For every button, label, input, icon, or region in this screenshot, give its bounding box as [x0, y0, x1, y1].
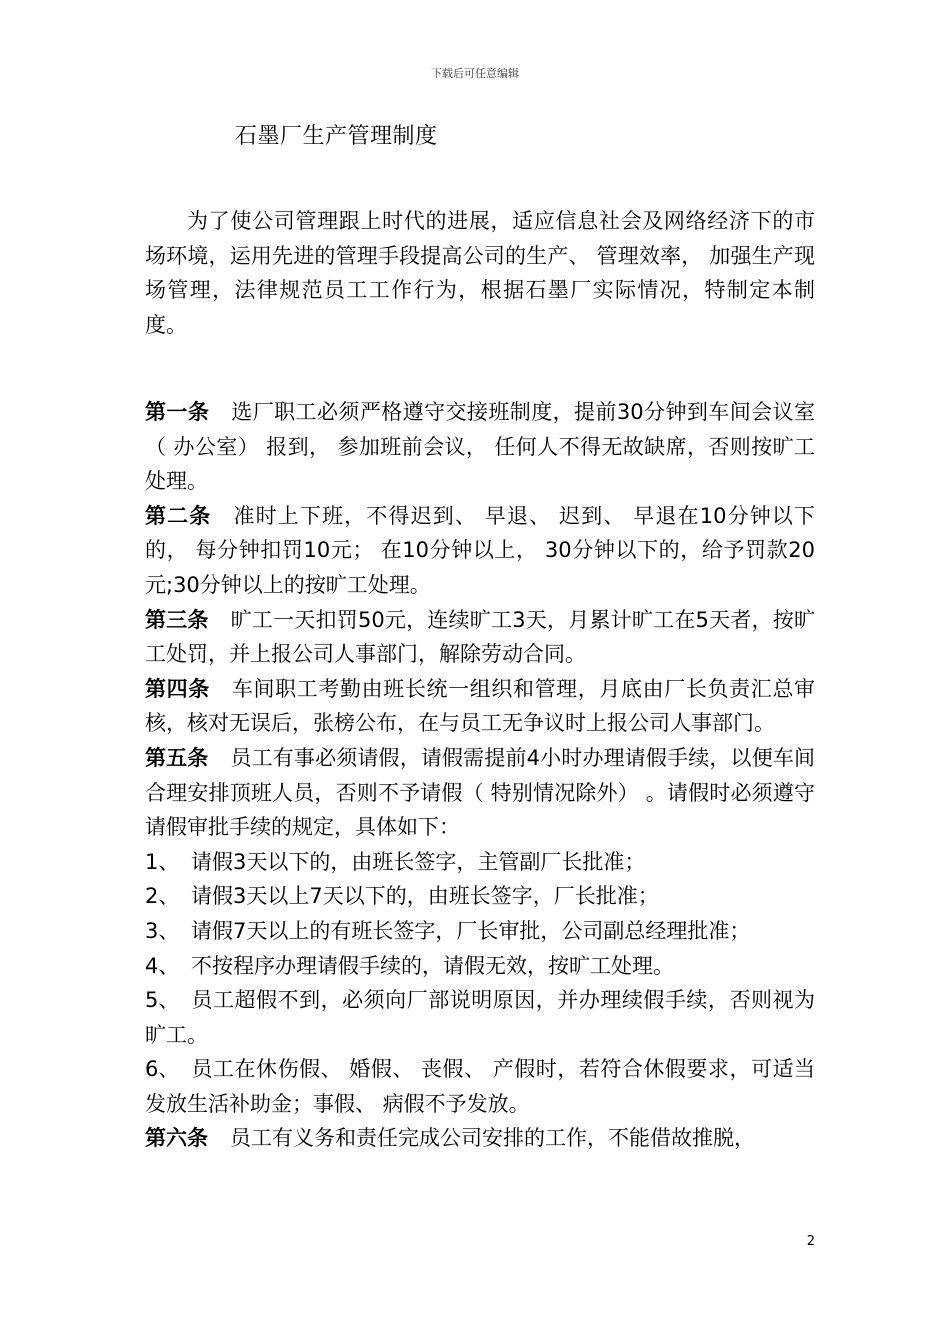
- article-text: 选厂职工必须严格遵守交接班制度，提前30分钟到车间会议室（ 办公室） 报到， 参加班前会议， 任何人不得无故缺席，否则按旷工处理。: [145, 400, 815, 494]
- article-heading: 第五条: [145, 745, 209, 770]
- list-item-text: 请假7天以上的有班长签字，厂长审批，公司副总经理批准；: [191, 918, 751, 943]
- list-item-text: 员工超假不到，必须向厂部说明原因，并办理续假手续，否则视为旷工。: [145, 988, 815, 1047]
- list-item-number: 4、: [145, 953, 180, 978]
- article-3: [145, 603, 815, 672]
- list-item: [145, 983, 815, 1052]
- header-note: 下载后可任意编辑: [431, 67, 519, 80]
- list-item-text: 员工在休伤假、 婚假、 丧假、 产假时，若符合休假要求，可适当发放生活补助金；事假、 病假不予发放。: [145, 1057, 815, 1116]
- article-heading: 第三条: [145, 607, 209, 632]
- article-text: 车间职工考勤由班长统一组织和管理，月底由厂长负责汇总审核，核对无误后，张榜公布，在与员工无争议时上报公司人事部门。: [145, 676, 816, 736]
- list-item-text: 请假3天以下的，由班长签字，主管副厂长批准；: [191, 849, 646, 874]
- list-item: [145, 1052, 815, 1121]
- article-heading: 第六条: [145, 1126, 208, 1151]
- list-item: [145, 949, 815, 984]
- articles-section: [145, 395, 815, 1156]
- page-number: 2: [806, 1234, 815, 1249]
- article-text: 员工有义务和责任完成公司安排的工作，不能借故推脱，: [230, 1126, 755, 1151]
- article-heading: 第二条: [145, 503, 212, 528]
- list-item-number: 2、: [145, 884, 180, 909]
- article-1: [145, 395, 815, 499]
- list-item-text: 请假3天以上7天以下的，由班长签字，厂长批准；: [191, 884, 659, 909]
- intro-paragraph: 为了使公司管理跟上时代的进展，适应信息社会及网络经济下的市场环境，运用先进的管理手段提高公司的生产、 管理效率， 加强生产现场管理，法律规范员工工作行为，根据石墨厂实际情况，特制定本制度。: [145, 209, 815, 337]
- list-item-number: 1、: [145, 849, 180, 874]
- article-text: 旷工一天扣罚50元，连续旷工3天，月累计旷工在5天者，按旷工处罚，并上报公司人事部门，解除劳动合同。: [145, 607, 815, 667]
- list-item-number: 6、: [145, 1057, 180, 1082]
- article-heading: 第四条: [145, 676, 210, 701]
- article-2: [145, 499, 815, 603]
- article-6: [145, 1121, 815, 1156]
- leave-rules-list: [145, 845, 815, 1122]
- article-text: 准时上下班，不得迟到、 早退、 迟到、 早退在10分钟以下的， 每分钟扣罚10元； 在10分钟以上， 30分钟以下的，给予罚款20元;30分钟以上的按旷工处理。: [145, 503, 816, 597]
- article-5: [145, 741, 815, 845]
- list-item-number: 5、: [145, 988, 180, 1013]
- list-item-text: 不按程序办理请假手续的，请假无效，按旷工处理。: [191, 953, 674, 978]
- list-item-number: 3、: [145, 918, 180, 943]
- article-4: [145, 672, 815, 741]
- article-heading: 第一条: [145, 400, 210, 424]
- article-text: 员工有事必须请假，请假需提前4小时办理请假手续，以便车间合理安排顶班人员，否则不予请假（ 特别情况除外） 。请假时必须遵守请假审批手续的规定，具体如下：: [145, 745, 816, 840]
- list-item: [145, 845, 815, 880]
- document-title: 石墨厂生产管理制度: [235, 124, 438, 149]
- list-item: [145, 879, 815, 914]
- list-item: [145, 914, 815, 949]
